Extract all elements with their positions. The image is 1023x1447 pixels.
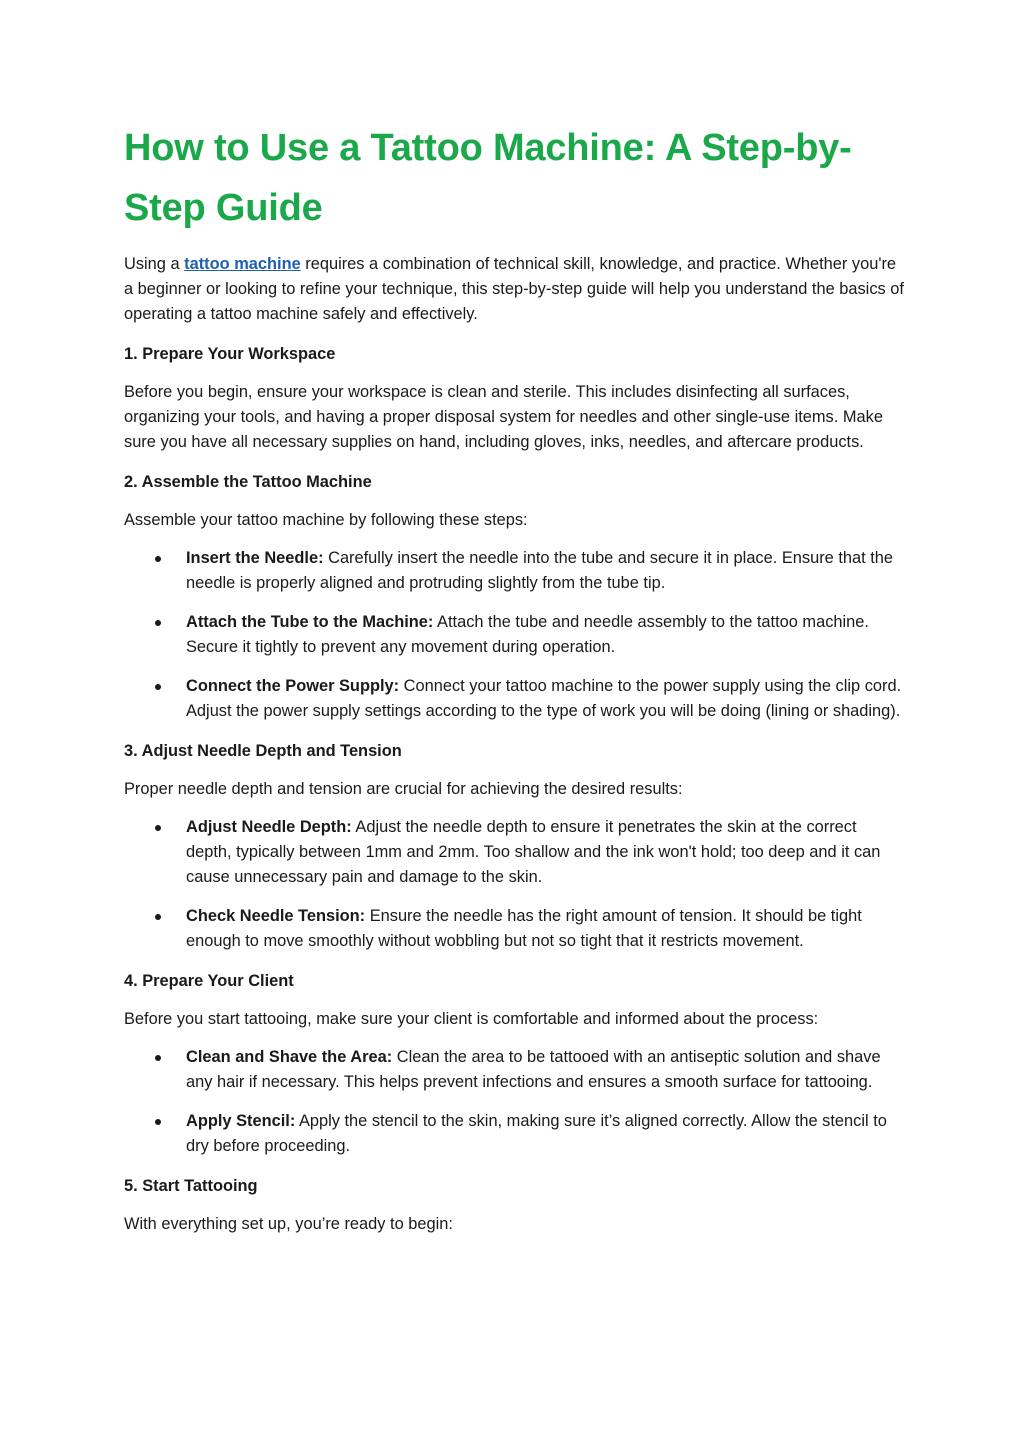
bullet-icon	[155, 825, 161, 831]
section-text-start: With everything set up, you’re ready to begin:	[124, 1215, 453, 1233]
section-text-workspace: Before you begin, ensure your workspace is clean and sterile. This includes disinfecting all surfaces, organizing your tools, and having a proper disposal system for needles and other single-use items. Make sure you have all necessary supplies on hand, including gloves, inks, needles, and aftercare products.	[124, 383, 883, 451]
list-item-term: Adjust Needle Depth:	[186, 818, 352, 836]
intro-text-before: Using a	[124, 255, 185, 273]
intro-paragraph	[124, 252, 904, 327]
list-item-term: Apply Stencil:	[186, 1112, 296, 1130]
client-steps-list	[124, 1045, 904, 1159]
tattoo-machine-link[interactable]: tattoo machine	[184, 255, 301, 273]
list-item-term: Connect the Power Supply:	[186, 677, 400, 695]
bullet-icon	[155, 914, 161, 920]
list-item	[124, 546, 904, 596]
list-item-desc: Ensure the needle has the right amount of tension. It should be tight enough to move smoothly without wobbling but not so tight that it restricts movement.	[186, 907, 862, 950]
section-text-assemble: Assemble your tattoo machine by following these steps:	[124, 511, 528, 529]
assemble-steps-list	[124, 546, 904, 724]
list-item	[124, 610, 904, 660]
section-heading-assemble: 2. Assemble the Tattoo Machine	[124, 473, 372, 491]
bullet-icon	[155, 1055, 161, 1061]
bullet-icon	[155, 684, 161, 690]
list-item-term: Attach the Tube to the Machine:	[186, 613, 434, 631]
list-item	[124, 674, 904, 724]
list-item-term: Check Needle Tension:	[186, 907, 366, 925]
section-heading-start: 5. Start Tattooing	[124, 1177, 258, 1195]
list-item-desc: Connect your tattoo machine to the power supply using the clip cord. Adjust the power supply settings according to the type of work you will be doing (lining or shading).	[186, 677, 902, 720]
list-item-desc: Carefully insert the needle into the tube and secure it in place. Ensure that the needle is properly aligned and protruding slightly from the tube tip.	[186, 549, 894, 592]
intro-text-after: requires a combination of technical skill, knowledge, and practice. Whether you're a beginner or looking to refine your technique, this step-by-step guide will help you understand the basics of operating a tattoo machine safely and effectively.	[124, 255, 904, 323]
section-heading-needle-depth: 3. Adjust Needle Depth and Tension	[124, 742, 402, 760]
section-text-client: Before you start tattooing, make sure your client is comfortable and informed about the process:	[124, 1010, 819, 1028]
list-item-desc: Apply the stencil to the skin, making sure it’s aligned correctly. Allow the stencil to dry before proceeding.	[186, 1112, 887, 1155]
needle-steps-list	[124, 815, 904, 954]
list-item	[124, 904, 904, 954]
bullet-icon	[155, 620, 161, 626]
bullet-icon	[155, 556, 161, 562]
bullet-icon	[155, 1119, 161, 1125]
page-title: How to Use a Tattoo Machine: A Step-by-Step Guide	[124, 127, 852, 229]
list-item-term: Insert the Needle:	[186, 549, 324, 567]
list-item-desc: Clean the area to be tattooed with an antiseptic solution and shave any hair if necessary. This helps prevent infections and ensures a smooth surface for tattooing.	[186, 1048, 881, 1091]
section-text-needle-depth: Proper needle depth and tension are crucial for achieving the desired results:	[124, 780, 683, 798]
list-item-term: Clean and Shave the Area:	[186, 1048, 393, 1066]
list-item-desc: Adjust the needle depth to ensure it penetrates the skin at the correct depth, typically between 1mm and 2mm. Too shallow and the ink won't hold; too deep and it can cause unnecessary pain and damage to the skin.	[186, 818, 881, 886]
list-item	[124, 1109, 904, 1159]
document-page	[124, 118, 904, 1237]
list-item	[124, 1045, 904, 1095]
list-item	[124, 815, 904, 890]
section-heading-workspace: 1. Prepare Your Workspace	[124, 345, 336, 363]
section-heading-client: 4. Prepare Your Client	[124, 972, 294, 990]
list-item-desc: Attach the tube and needle assembly to the tattoo machine. Secure it tightly to prevent any movement during operation.	[186, 613, 869, 656]
